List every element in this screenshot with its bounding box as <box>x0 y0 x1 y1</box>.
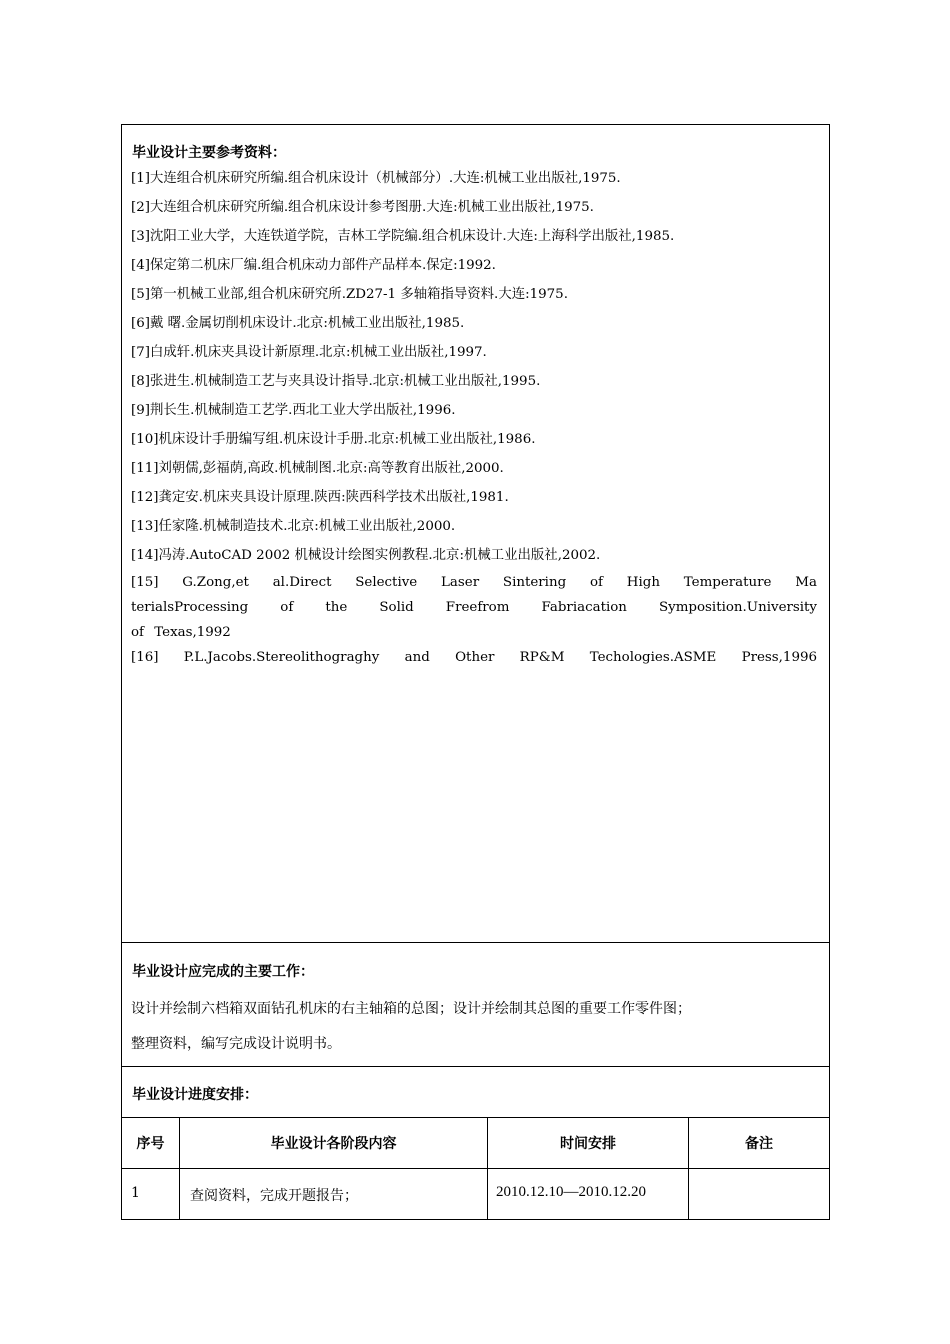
section-divider <box>122 942 829 943</box>
row-divider <box>122 1168 829 1169</box>
row-time: 2010.12.10—2010.12.20 <box>496 1184 646 1200</box>
reference-item-16 <box>131 645 817 670</box>
form-table <box>121 124 830 1220</box>
header-note: 备注 <box>745 1136 773 1152</box>
section-divider <box>122 1117 829 1118</box>
reference-item: [4]保定第二机床厂编.组合机床动力部件产品样本.保定:1992. <box>131 258 496 273</box>
reference-item: [13]任家隆.机械制造技术.北京:机械工业出版社,2000. <box>131 519 456 534</box>
row-content: 查阅资料，完成开题报告； <box>190 1188 358 1204</box>
reference-item: [9]荆长生.机械制造工艺学.西北工业大学出版社,1996. <box>131 403 456 418</box>
row-index: 1 <box>131 1185 140 1201</box>
reference-item: [1]大连组合机床研究所编.组合机床设计（机械部分）.大连:机械工业出版社,1975. <box>131 171 621 186</box>
reference-item-15-line: of Texas,1992 <box>131 625 231 640</box>
reference-item-16-line: [16] P.L.Jacobs.Stereolithograghy and Other RP&M Techologies.ASME Press,1996 <box>131 650 817 665</box>
header-index: 序号 <box>136 1136 165 1152</box>
section-divider <box>122 1066 829 1067</box>
header-time: 时间安排 <box>560 1136 616 1152</box>
reference-item: [10]机床设计手册编写组.机床设计手册.北京:机械工业出版社,1986. <box>131 432 536 447</box>
reference-item: [14]冯涛.AutoCAD 2002 机械设计绘图实例教程.北京:机械工业出版社,2002. <box>131 548 601 563</box>
reference-item: [3]沈阳工业大学，大连铁道学院，吉林工学院编.组合机床设计.大连:上海科学出版社,1985. <box>131 229 675 244</box>
reference-item: [5]第一机械工业部,组合机床研究所.ZD27-1 多轴箱指导资料.大连:1975. <box>131 287 568 302</box>
reference-item: [6]戴 曙.金属切削机床设计.北京:机械工业出版社,1985. <box>131 316 465 331</box>
reference-item: [2]大连组合机床研究所编.组合机床设计参考图册.大连:机械工业出版社,1975. <box>131 200 594 215</box>
header-content: 毕业设计各阶段内容 <box>270 1136 397 1152</box>
main-work-line: 整理资料，编写完成设计说明书。 <box>131 1036 341 1052</box>
schedule-title: 毕业设计进度安排： <box>132 1087 258 1103</box>
main-work-line: 设计并绘制六档箱双面钻孔机床的右主轴箱的总图；设计并绘制其总图的重要工作零件图； <box>131 1001 691 1017</box>
references-title: 毕业设计主要参考资料： <box>132 145 286 161</box>
main-work-title: 毕业设计应完成的主要工作： <box>132 964 314 980</box>
reference-item: [8]张进生.机械制造工艺与夹具设计指导.北京:机械工业出版社,1995. <box>131 374 541 389</box>
reference-item-15-line: terialsProcessing of the Solid Freefrom Fabriacation Symposition.University <box>131 600 817 615</box>
reference-item-15-line: [15] G.Zong,et al.Direct Selective Laser Sintering of High Temperature Ma <box>131 575 817 590</box>
reference-item: [12]龚定安.机床夹具设计原理.陕西:陕西科学技术出版社,1981. <box>131 490 509 505</box>
reference-item: [11]刘朝儒,彭福荫,高政.机械制图.北京:高等教育出版社,2000. <box>131 461 504 476</box>
reference-item-15 <box>131 570 817 645</box>
reference-item: [7]白成轩.机床夹具设计新原理.北京:机械工业出版社,1997. <box>131 345 487 360</box>
